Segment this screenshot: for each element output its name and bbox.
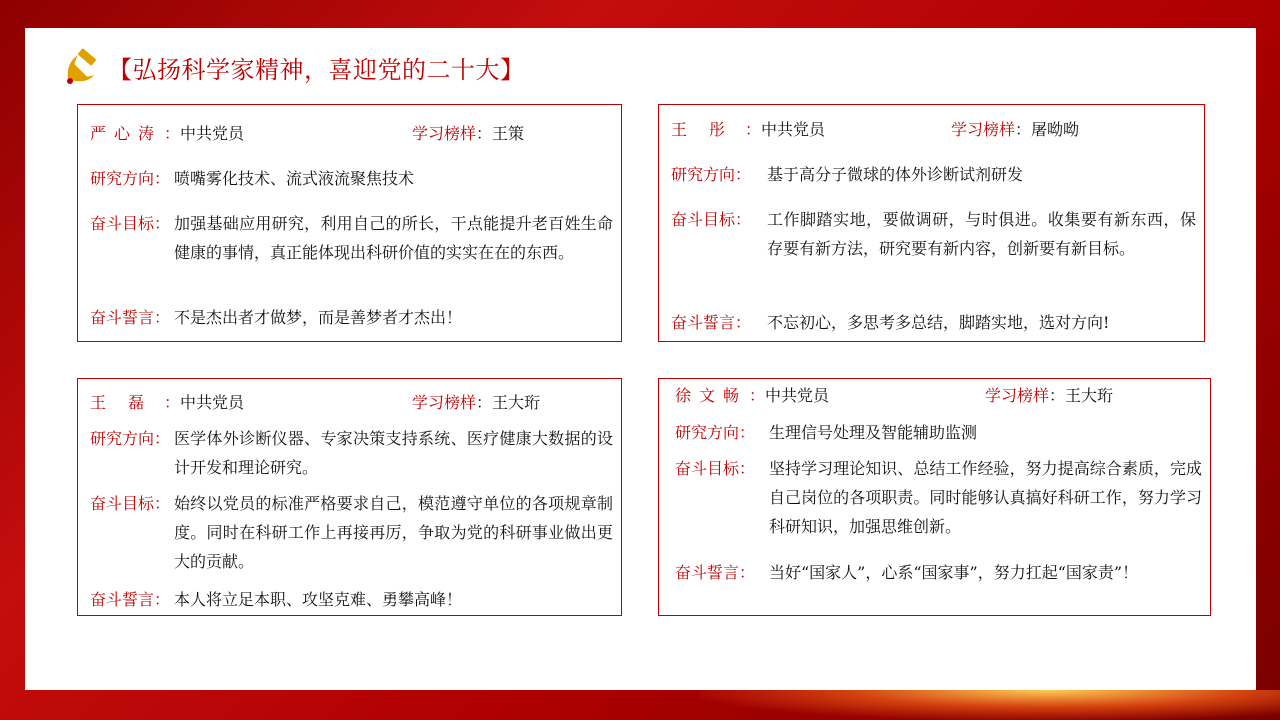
model-label: 学习榜样 [412,393,477,412]
profile-card-2: 王彤 ： 中共党员 学习榜样 ： 屠呦呦 研究方向： 基于高分子微球的体外诊断试剂研发 奋斗目标： 工作脚踏实地，要做调研，与时俱进。收集要有新东西，保存要有新方法，研究要有新内容，创新要有新目标。 奋斗誓言： 不忘初心，多思考多总结，脚踏实地，选对方向! [658,104,1205,342]
hammer-sickle-icon [60,45,104,89]
party-status: 中共党员 [761,120,826,139]
profile-card-4: 徐文畅 ： 中共党员 学习榜样 ： 王大珩 研究方向： 生理信号处理及智能辅助监测 奋斗目标： 坚持学习理论知识、总结工作经验，努力提高综合素质，完成自己岗位的各项职责。同时能够认真搞好科研工作，努力学习科研知识，加强思维创新。 奋斗誓言： 当好“国家人”，心系“国家事”，努力扛起“国家责”！ [658,378,1211,616]
goal-label: 奋斗目标： [675,459,756,478]
motto-text: 当好“国家人”，心系“国家事”，努力扛起“国家责”！ [769,563,1139,582]
person-name: 徐文畅 [675,386,748,405]
direction-label: 研究方向： [671,165,752,184]
goal-label: 奋斗目标： [671,210,752,229]
goal-text: 坚持学习理论知识、总结工作经验，努力提高综合素质，完成自己岗位的各项职责。同时能够认真搞好科研工作，努力学习科研知识，加强思维创新。 [769,459,1202,536]
research-direction: 生理信号处理及智能辅助监测 [769,423,978,442]
person-name: 严心涛 [90,124,163,143]
model-label: 学习榜样 [412,124,477,143]
goal-label: 奋斗目标： [90,214,171,233]
motto-label: 奋斗誓言： [90,590,171,609]
role-model: 王大珩 [1065,386,1114,405]
motto-text: 不忘初心，多思考多总结，脚踏实地，选对方向! [767,313,1110,332]
person-name: 王磊 [90,393,167,412]
model-label: 学习榜样 [951,120,1016,139]
goal-text: 加强基础应用研究，利用自己的所长，干点能提升老百姓生命健康的事情，真正能体现出科研价值的实实在在的东西。 [174,214,613,262]
motto-text: 不是杰出者才做梦，而是善梦者才杰出！ [174,308,463,327]
profile-card-1: 严心涛 ： 中共党员 学习榜样 ： 王策 研究方向： 喷嘴雾化技术、流式液流聚焦技术 奋斗目标： 加强基础应用研究，利用自己的所长，干点能提升老百姓生命健康的事情，真正能体现出科研价值的实实在在的东西。 奋斗誓言： 不是杰出者才做梦，而是善梦者才杰出！ [77,104,622,342]
goal-text: 始终以党员的标准严格要求自己，模范遵守单位的各项规章制度。同时在科研工作上再接再厉，争取为党的科研事业做出更大的贡献。 [174,494,613,571]
party-status: 中共党员 [180,124,245,143]
role-model: 屠呦呦 [1031,120,1080,139]
research-direction: 医学体外诊断仪器、专家决策支持系统、医疗健康大数据的设计开发和理论研究。 [174,429,613,477]
title-row [60,44,525,90]
research-direction: 基于高分子微球的体外诊断试剂研发 [767,165,1024,184]
direction-label: 研究方向： [90,429,171,448]
role-model: 王大珩 [492,393,541,412]
role-model: 王策 [492,124,525,143]
page-title: 【弘扬科学家精神，喜迎党的二十大】 [108,55,525,84]
motto-label: 奋斗誓言： [675,563,756,582]
research-direction: 喷嘴雾化技术、流式液流聚焦技术 [174,169,415,188]
goal-text: 工作脚踏实地，要做调研，与时俱进。收集要有新东西，保存要有新方法，研究要有新内容，创新要有新目标。 [767,210,1196,258]
party-status: 中共党员 [180,393,245,412]
motto-label: 奋斗誓言： [90,308,171,327]
model-label: 学习榜样 [985,386,1050,405]
direction-label: 研究方向： [675,423,756,442]
decorative-glow [700,690,1280,720]
direction-label: 研究方向： [90,169,171,188]
goal-label: 奋斗目标： [90,494,171,513]
profile-card-3: 王磊 ： 中共党员 学习榜样 ： 王大珩 研究方向： 医学体外诊断仪器、专家决策支持系统、医疗健康大数据的设计开发和理论研究。 奋斗目标： 始终以党员的标准严格要求自己，模范遵守单位的各项规章制度。同时在科研工作上再接再厉，争取为党的科研事业做出更大的贡献。 奋斗誓言： 本人将立足本职、攻坚克难、勇攀高峰！ [77,378,622,616]
person-name: 王彤 [671,120,748,139]
party-status: 中共党员 [765,386,830,405]
motto-text: 本人将立足本职、攻坚克难、勇攀高峰！ [174,590,463,609]
motto-label: 奋斗誓言： [671,313,752,332]
